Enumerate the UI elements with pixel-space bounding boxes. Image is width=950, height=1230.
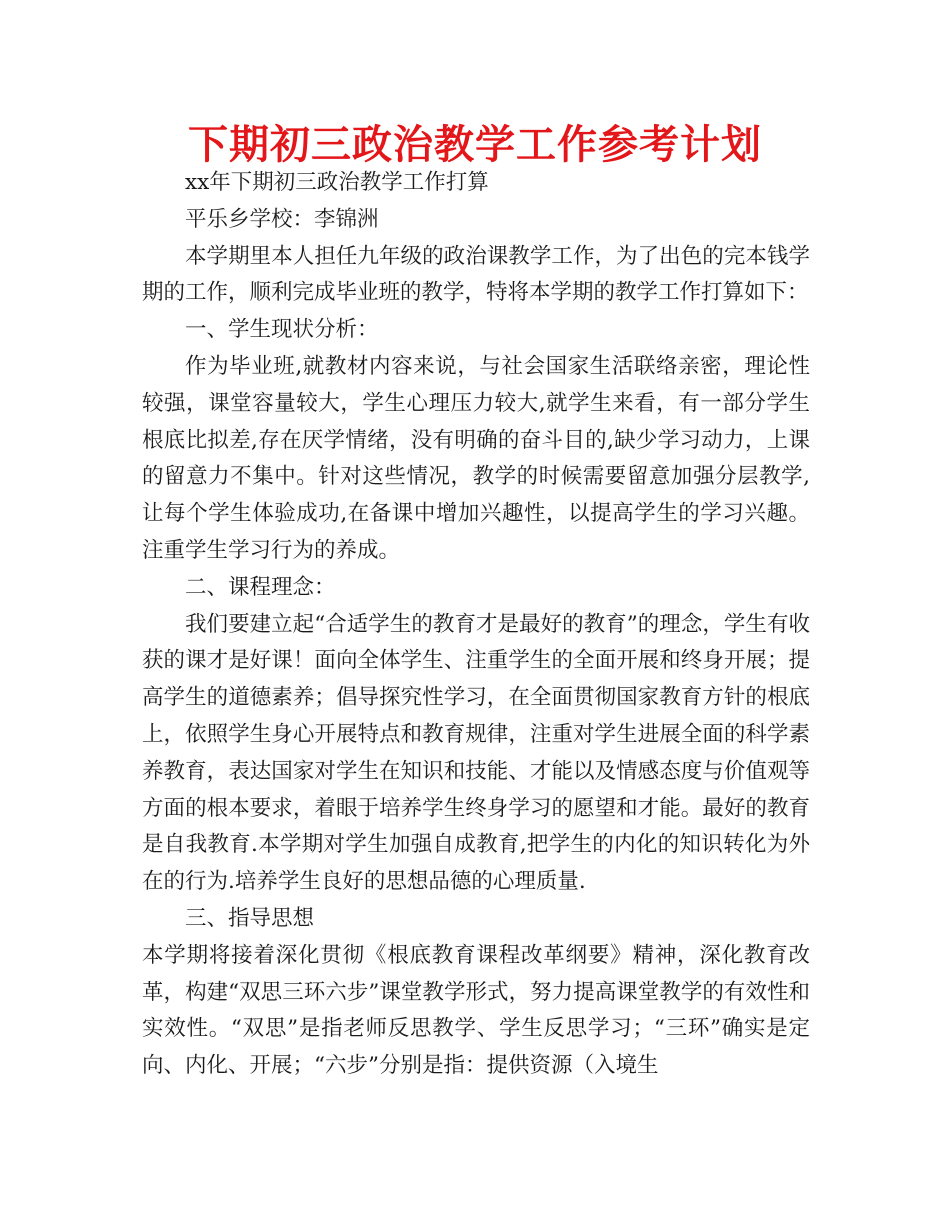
section-heading-2: 二、课程理念： [185,574,336,600]
section-paragraph-1: 作为毕业班,就教材内容来说，与社会国家生活联络亲密，理论性较强，课堂容量较大，学生心理压力较大,就学生来看，有一部分学生根底比拟差,存在厌学情绪，没有明确的奋斗目的,缺少学习动力，上课的留意力不集中。针对这些情况，教学的时候需要留意加强分层教学,让每个学生体验成功,在备课中增加兴趣性，以提高学生的学习兴趣。注重学生学习行为的养成。 [142,353,810,563]
subtitle-line: xx年下期初三政治教学工作打算 [185,170,489,195]
section-paragraph-3: 本学期将接着深化贯彻《根底教育课程改革纲要》精神，深化教育改革，构建“双思三环六步”课堂教学形式，努力提高课堂教学的有效性和实效性。“双思”是指老师反思教学、学生反思学习；“三环”确实是定向、内化、开展；“六步”分别是指：提供资源（入境生 [142,942,810,1079]
author-line: 平乐乡学校：李锦洲 [185,206,379,232]
section-paragraph-2: 我们要建立起“合适学生的教育才是最好的教育”的理念，学生有收获的课才是好课！面向全体学生、注重学生的全面开展和终身开展；提高学生的道德素养；倡导探究性学习，在全面贯彻国家教育方针的根底上，依照学生身心开展特点和教育规律，注重对学生进展全面的科学素养教育，表达国家对学生在知识和技能、才能以及情感态度与价值观等方面的根本要求，着眼于培养学生终身学习的愿望和才能。最好的教育是自我教育.本学期对学生加强自成教育,把学生的内化的知识转化为外在的行为.培养学生良好的思想品德的心理质量. [142,611,810,895]
document-body [142,165,810,1085]
document-title: 下期初三政治教学工作参考计划 [188,122,762,168]
section-heading-3: 三、指导思想 [185,905,315,931]
section-heading-1: 一、学生现状分析： [185,317,379,343]
intro-paragraph: 本学期里本人担任九年级的政治课教学工作，为了出色的完本钱学期的工作，顺利完成毕业班的教学，特将本学期的教学工作打算如下： [142,243,810,306]
